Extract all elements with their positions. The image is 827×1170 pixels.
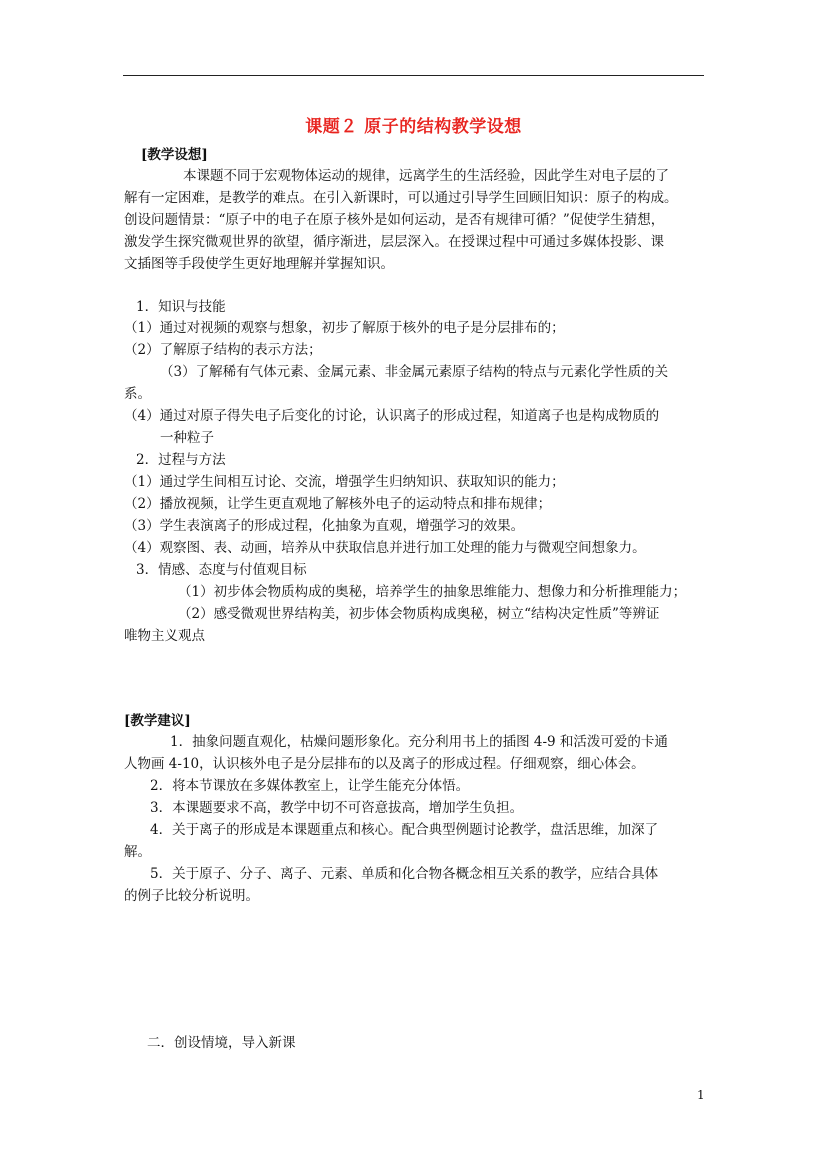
process-item: （1）通过学生间相互讨论、交流，增强学生归纳知识、获取知识的能力； <box>124 474 565 490</box>
knowledge-item: （3）了解稀有气体元素、金属元素、非金属元素原子结构的特点与元素化学性质的关 <box>160 364 669 380</box>
suggestion-line: 1．抽象问题直观化，枯燥问题形象化。充分利用书上的插图 4-9 和活泼可爱的卡通 <box>170 734 668 750</box>
page-number: 1 <box>697 1088 705 1102</box>
values-item: （1）初步体会物质构成的奥秘，培养学生的抽象思维能力、想像力和分析推理能力； <box>178 584 687 600</box>
suggestion-line: 的例子比较分析说明。 <box>124 888 259 904</box>
suggestion-line: 2．将本节课放在多媒体教室上，让学生能充分体悟。 <box>150 778 470 794</box>
knowledge-item: 一种粒子 <box>160 430 214 446</box>
knowledge-item: （2）了解原子结构的表示方法； <box>124 342 322 358</box>
suggestion-line: 5．关于原子、分子、离子、元素、单质和化合物各概念相互关系的教学，应结合具体 <box>150 866 659 882</box>
design-intro-line: 本课题不同于宏观物体运动的规律，远离学生的生活经验，因此学生对电子层的了 <box>183 168 669 184</box>
values-heading: 3．情感、态度与付值观目标 <box>136 562 307 578</box>
process-item: （4）观察图、表、动画，培养从中获取信息并进行加工处理的能力与微观空间想象力。 <box>124 540 646 556</box>
suggestions-heading: [教学建议] <box>124 713 191 729</box>
values-item: （2）感受微观世界结构美，初步体会物质构成奥秘，树立“结构决定性质”等辨证 <box>178 606 660 622</box>
knowledge-item: （1）通过对视频的观察与想象，初步了解原于核外的电子是分层排布的； <box>124 320 565 336</box>
header-rule <box>123 75 704 76</box>
design-intro-line: 文插图等手段使学生更好地理解并掌握知识。 <box>124 256 394 272</box>
design-intro-line: 创设问题情景：“原子中的电子在原子核外是如何运动，是否有规律可循？”促使学生猜想， <box>124 212 665 228</box>
suggestion-line: 人物画 4-10，认识核外电子是分层排布的以及离子的形成过程。仔细观察，细心体会。 <box>124 756 645 772</box>
process-item: （3）学生表演离子的形成过程，化抽象为直观，增强学习的效果。 <box>124 518 525 534</box>
design-intro-line: 解有一定困难，是教学的难点。在引入新课时，可以通过引导学生回顾旧知识：原子的构成。 <box>124 190 678 206</box>
section-two-heading: 二．创设情境，导入新课 <box>147 1035 296 1051</box>
process-item: （2）播放视频，让学生更直观地了解核外电子的运动特点和排布规律； <box>124 496 552 512</box>
design-heading: [教学设想] <box>141 147 208 163</box>
suggestion-line: 3．本课题要求不高，教学中切不可咨意拔高，增加学生负担。 <box>150 800 524 816</box>
design-intro-line: 激发学生探究微观世界的欲望，循序渐进，层层深入。在授课过程中可通过多媒体投影、课 <box>124 234 664 250</box>
knowledge-item: 系。 <box>124 386 151 402</box>
suggestion-line: 解。 <box>124 844 151 860</box>
knowledge-item: （4）通过对原子得失电子后变化的讨论，认识离子的形成过程，知道离子也是构成物质的 <box>124 408 660 424</box>
values-item: 唯物主义观点 <box>124 628 205 644</box>
document-title: 课题２ 原子的结构教学设想 <box>305 117 522 137</box>
suggestion-line: 4．关于离子的形成是本课题重点和核心。配合典型例题讨论教学，盘活思维，加深了 <box>150 822 659 838</box>
knowledge-heading: 1．知识与技能 <box>136 299 226 315</box>
process-heading: 2．过程与方法 <box>136 452 226 468</box>
